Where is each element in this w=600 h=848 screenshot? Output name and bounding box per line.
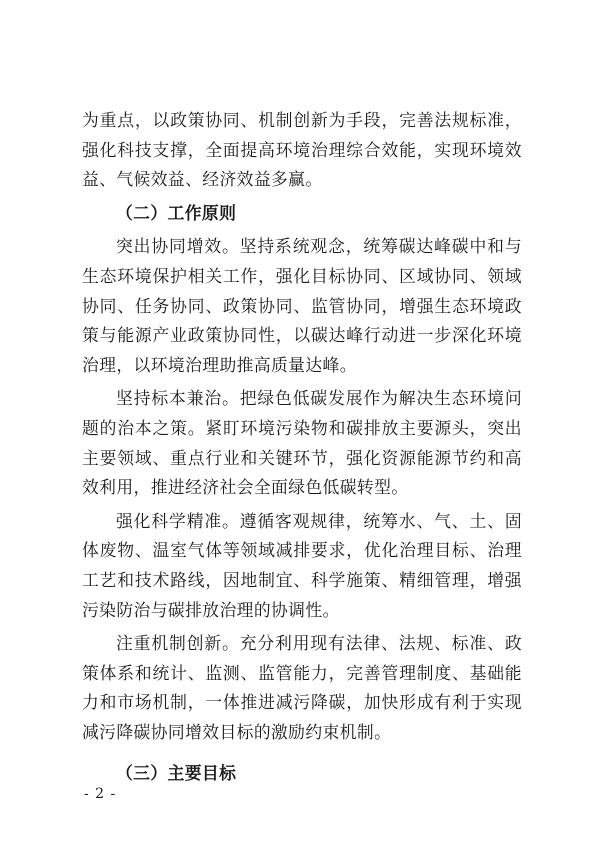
section-two-heading: （二）工作原则 <box>116 202 237 223</box>
intro-paragraph: 为重点，以政策协同、机制创新为手段，完善法规标准，强化科技支撑，全面提高环境治理综合效能，实现环境效益、气候效益、经济效益多赢。 <box>82 110 522 190</box>
principle-paragraph-innovation: 注重机制创新。充分利用现有法律、法规、标准、政策体系和统计、监测、监管能力，完善管理制度、基础能力和市场机制，一体推进减污降碳，加快形成有利于实现减污降碳协同增效目标的激励约束机制。 <box>82 633 522 742</box>
principle-paragraph-scientific: 强化科学精准。遵循客观规律，统筹水、气、土、固体废物、温室气体等领域减排要求，优化治理目标、治理工艺和技术路线，因地制宜、科学施策、精细管理，增强污染防治与碳排放治理的协调性。 <box>82 510 522 620</box>
principle-paragraph-coordination: 突出协同增效。坚持系统观念，统筹碳达峰碳中和与生态环境保护相关工作，强化目标协同、区域协同、领域协同、任务协同、政策协同、监管协同，增强生态环境政策与能源产业政策协同性，以碳达峰行动进一步深化环境治理，以环境治理助推高质量达峰。 <box>82 236 522 375</box>
section-three-heading: （三）主要目标 <box>116 763 237 784</box>
document-body <box>82 106 522 789</box>
principle-paragraph-root-cause: 坚持标本兼治。把绿色低碳发展作为解决生态环境问题的治本之策。紧盯环境污染物和碳排放主要源头，突出主要领域、重点行业和关键环节，强化资源能源节约和高效利用，推进经济社会全面绿色低碳转型。 <box>82 388 522 498</box>
page-number: - 2 - <box>84 786 117 802</box>
